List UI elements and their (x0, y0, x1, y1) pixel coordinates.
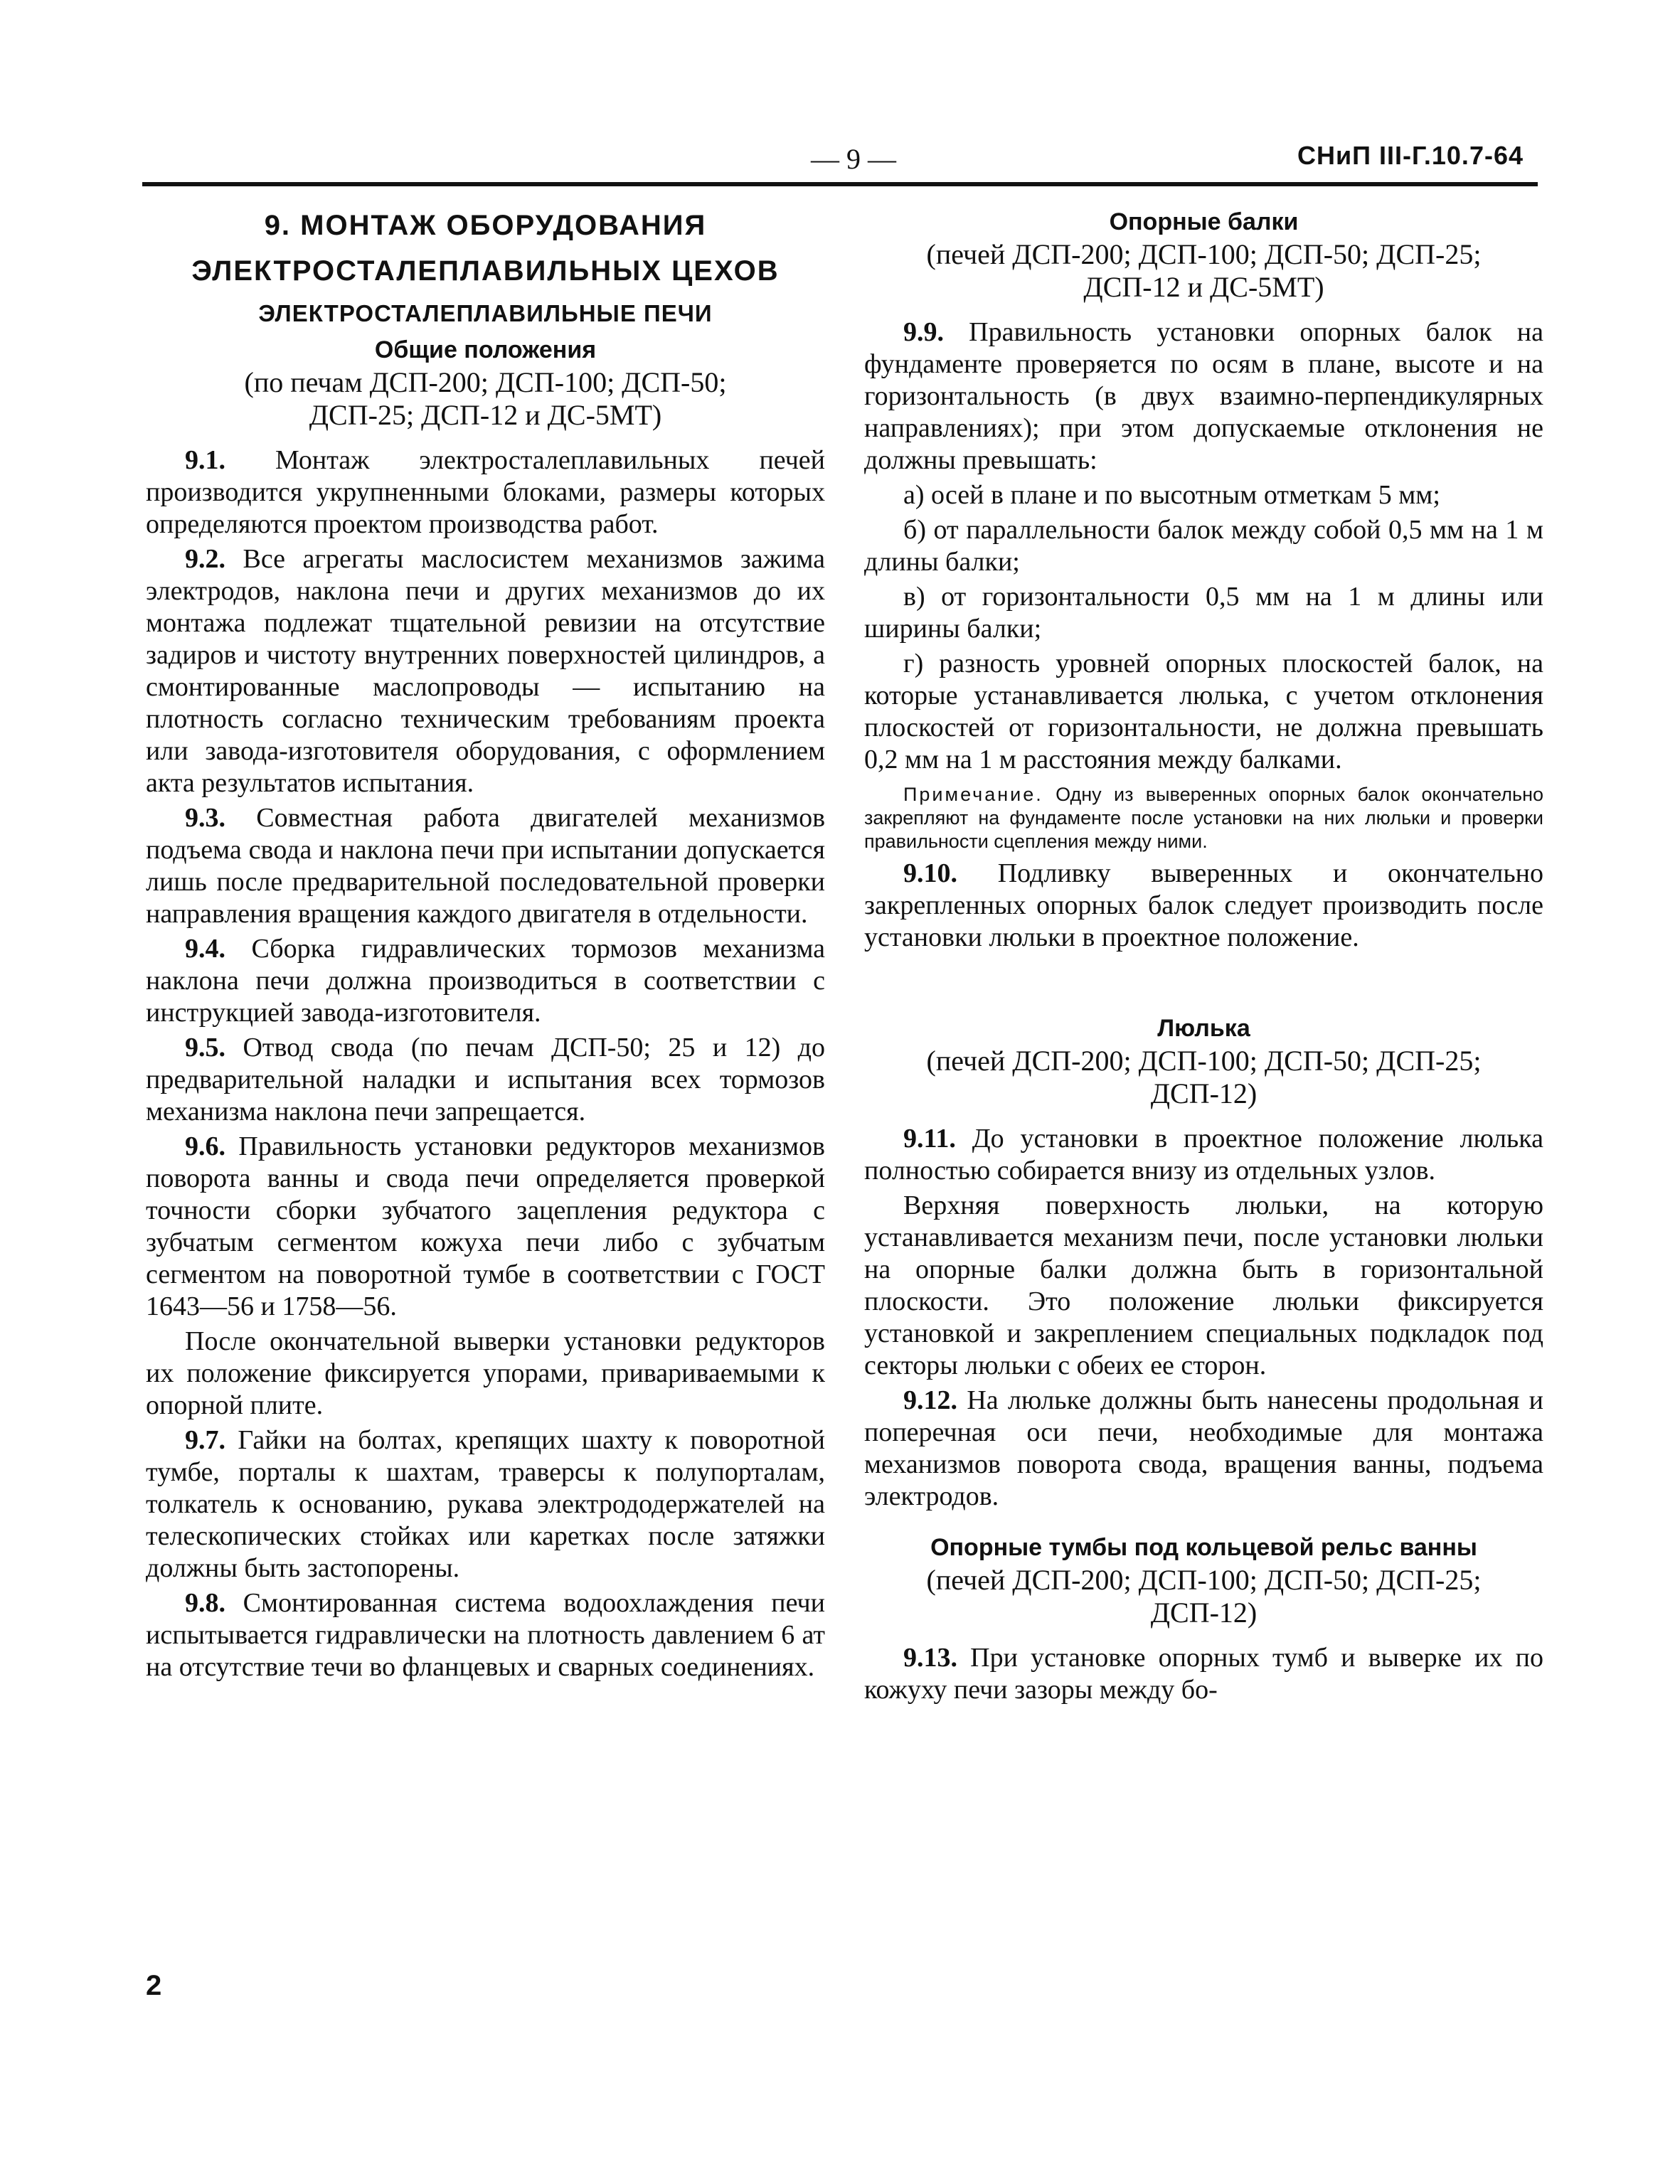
note (864, 783, 1543, 853)
clause-9-11 (864, 1123, 1543, 1187)
clause-9-12 (864, 1385, 1543, 1513)
subclause-a: а) осей в плане и по высотным отметкам 5 мм; (903, 480, 1440, 510)
clause-number: 9.7. (185, 1425, 225, 1455)
clause-9-11-continued: Верхняя поверхность люльки, на которую устанавливается механизм печи, после установки люльки на опорные балки должна быть в горизонтальной плоскости. Это положение люльки фиксируется установкой и закреплением специальных подкладок под секторы люльки с обеих ее сторон. (864, 1190, 1543, 1380)
scope-line: (по печам ДСП-200; ДСП-100; ДСП-50; (244, 366, 727, 398)
clause-text: Все агрегаты маслосистем механизмов зажима электродов, наклона печи и других механизмов до их монтажа подлежат тщательной ревизии на отсутствие задиров и чистоту внутренних поверхностей цилиндров, а смонтированные маслопроводы — испытанию на плотность согласно техническим требованиям проекта или завода-изготовителя оборудования, с оформлением акта результатов испытания. (146, 544, 826, 798)
chapter-title-line1: 9. МОНТАЖ ОБОРУДОВАНИЯ (264, 210, 707, 241)
clause-text: Сборка гидравлических тормозов механизма наклона печи должна производиться в соответствии с инструкцией завода-изготовителя. (146, 934, 826, 1028)
clause-number: 9.4. (185, 934, 225, 964)
clause-9-2 (146, 543, 825, 799)
left-column (146, 203, 825, 1683)
scope-line: (печей ДСП-200; ДСП-100; ДСП-50; ДСП-25; (926, 238, 1482, 270)
clause-9-3 (146, 802, 825, 930)
section-heading-support-pedestals: Опорные тумбы под кольцевой рельс ванны (930, 1534, 1477, 1561)
note-text: Одну из выверенных опорных балок окончательно закрепляют на фундаменте после установки на них люльки и проверки правильности сцепления между ними. (864, 784, 1543, 852)
subclause-b: б) от параллельности балок между собой 0,5 мм на 1 м длины балки; (864, 515, 1543, 577)
clause-number: 9.8. (185, 1588, 225, 1618)
clause-text: При установке опорных тумб и выверке их по кожуху печи зазоры между бо- (864, 1643, 1543, 1705)
section-scope (864, 238, 1543, 304)
section-heading-cradle: Люлька (1157, 1015, 1250, 1042)
subclause-g: г) разность уровней опорных плоскостей балок, на которые устанавливается люлька, с учетом отклонения плоскостей от горизонтальности, не должна превышать 0,2 мм на 1 м расстояния между балками. (864, 649, 1543, 774)
header-rule (142, 182, 1538, 186)
page-number: — 9 — (811, 143, 896, 175)
subclause-v: в) от горизонтальности 0,5 мм на 1 м длины или ширины балки; (864, 582, 1543, 644)
document-code: СНиП III-Г.10.7-64 (1297, 141, 1524, 170)
chapter-title-line2: ЭЛЕКТРОСТАЛЕПЛАВИЛЬНЫХ ЦЕХОВ (191, 255, 780, 287)
clause-number: 9.3. (185, 803, 225, 833)
clause-9-6 (146, 1131, 825, 1323)
clause-number: 9.6. (185, 1131, 225, 1161)
clause-number: 9.12. (903, 1385, 957, 1415)
scope-line: ДСП-12 и ДС-5МТ) (1083, 271, 1324, 303)
clause-number: 9.5. (185, 1033, 225, 1062)
clause-text: После окончательной выверки установки редукторов их положение фиксируется упорами, привариваемыми к опорной плите. (146, 1326, 825, 1420)
scope-line: (печей ДСП-200; ДСП-100; ДСП-50; ДСП-25; (926, 1045, 1482, 1077)
clause-text: Монтаж электросталеплавильных печей производится укрупненными блоками, размеры которых определяются проектом производства работ. (146, 445, 826, 539)
clause-number: 9.11. (903, 1124, 956, 1154)
clause-9-4 (146, 933, 825, 1029)
clause-text: Совместная работа двигателей механизмов подъема свода и наклона печи при испытании допускается лишь после предварительной последовательной проверки направления вращения каждого двигателя в отдельности. (146, 803, 826, 929)
clause-9-9 (864, 316, 1543, 476)
clause-9-6-continued (146, 1326, 825, 1422)
section-heading: Общие положения (374, 336, 597, 363)
clause-text: Правильность установки опорных балок на фундаменте проверяется по осям в плане, высоте и на горизонтальность (в двух взаимно-перпендикулярных направлениях); при этом допускаемые отклонения не должны превышать: (864, 317, 1543, 475)
clause-text: Гайки на болтах, крепящих шахту к поворотной тумбе, порталы к шахтам, траверсы к полупорталам, толкатель к основанию, рукава электрододержателей на телескопических стойках или каретках после затяжки должны быть застопорены. (146, 1425, 825, 1583)
clause-9-5 (146, 1032, 825, 1128)
scope-line: ДСП-25; ДСП-12 и ДС-5МТ) (309, 399, 662, 431)
clause-text: Отвод свода (по печам ДСП-50; 25 и 12) до предварительной наладки и испытания всех тормозов механизма наклона печи запрещается. (146, 1033, 826, 1126)
scope-line: ДСП-12) (1150, 1077, 1258, 1109)
section-scope (146, 366, 825, 432)
section-scope (864, 1045, 1543, 1110)
clause-number: 9.9. (903, 317, 944, 347)
clause-text: Смонтированная система водоохлаждения печи испытывается гидравлически на плотность давлением 6 ат на отсутствие течи во фланцевых и сварных соединениях. (146, 1588, 825, 1682)
clause-number: 9.1. (185, 445, 225, 475)
chapter-subtitle: ЭЛЕКТРОСТАЛЕПЛАВИЛЬНЫЕ ПЕЧИ (258, 300, 713, 326)
clause-text: Подливку выверенных и окончательно закрепленных опорных балок следует производить после установки люльки в проектное положение. (864, 858, 1544, 952)
clause-9-7 (146, 1424, 825, 1584)
spacer (864, 1513, 1543, 1528)
clause-9-1 (146, 444, 825, 540)
clause-number: 9.10. (903, 858, 957, 888)
section-scope (864, 1564, 1543, 1629)
scope-line: ДСП-12) (1150, 1597, 1258, 1629)
note-label: Примечание. (903, 784, 1043, 805)
clause-text: На люльке должны быть нанесены продольная и поперечная оси печи, необходимые для монтажа механизмов поворота свода, вращения ванны, подъема электродов. (864, 1385, 1544, 1511)
sheet-number: 2 (146, 1970, 162, 2001)
clause-number: 9.13. (903, 1643, 957, 1673)
section-heading-support-beams: Опорные балки (1109, 208, 1299, 235)
clause-text: До установки в проектное положение люлька полностью собирается внизу из отдельных узлов. (864, 1124, 1544, 1186)
clause-number: 9.2. (185, 544, 225, 574)
clause-9-13 (864, 1642, 1543, 1706)
clause-text: Правильность установки редукторов механизмов поворота ванны и свода печи определяется проверкой точности сборки зубчатого зацепления редуктора с зубчатым сегментом кожуха печи либо с зубчатым сегментом на поворотной тумбе в соответствии с ГОСТ 1643—56 и 1758—56. (146, 1131, 826, 1321)
right-column (864, 203, 1543, 1706)
clause-9-10 (864, 858, 1543, 954)
clause-9-8 (146, 1587, 825, 1683)
scope-line: (печей ДСП-200; ДСП-100; ДСП-50; ДСП-25; (926, 1564, 1482, 1596)
spacer (864, 954, 1543, 1009)
